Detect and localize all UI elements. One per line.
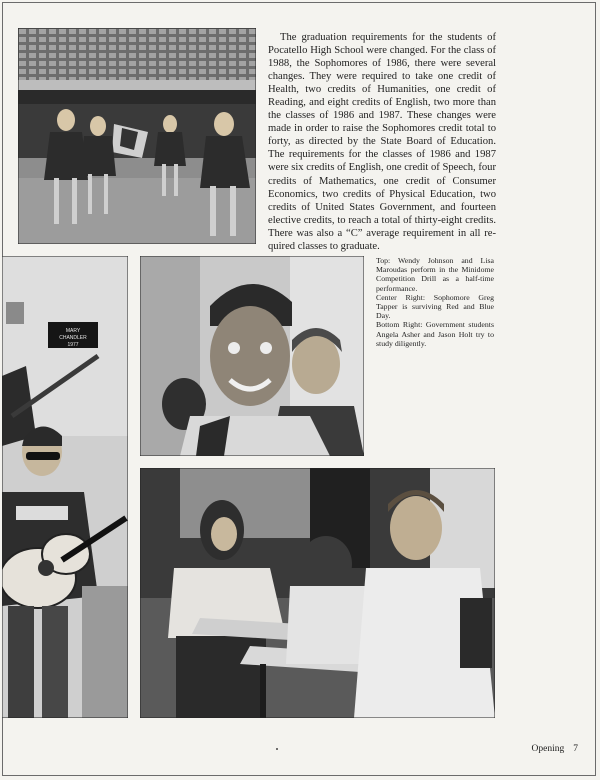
decorative-dot <box>276 748 278 750</box>
caption-top: Top: Wendy Johnson and Lisa Maroudas perform in the Minidome Competition Drill as a half-time performance. <box>376 256 494 293</box>
footer-page-number: 7 <box>573 744 578 754</box>
photo-guitar-players <box>2 256 128 718</box>
caption-bottom-right: Bottom Right: Government students Angela Asher and Jason Holt try to study diligently. <box>376 320 494 348</box>
photo-classroom <box>140 468 495 718</box>
article-body: The graduation requirements for the students of Pocatello High School were changed. For the class of 1988, the Sophomores of 1986, there were several changes. They were required to take one credit of Health, two credits of Humanities, one credit of Reading, and eight credits of English, two more than the classes of 1986 and 1987. These changes were made in order to raise the Sophomores credit total to forty, as directed by the State Board of Education. The requirements for the classes of 1986 and 1987 were six credits of English, one credit of Speech, four credits of Mathematics, one credit of Consumer Economics, two credits of Physical Education, two credits of United States Government, and fourteen elective credits, to reach a total of thirty-eight credits. There was also a “C” average requirement in all required classes to graduate. <box>268 32 496 252</box>
page-footer <box>532 744 578 754</box>
photo-painted-face <box>140 256 364 456</box>
photo-drill-team <box>18 28 256 244</box>
caption-center-right: Center Right: Sophomore Greg Tapper is surviving Red and Blue Day. <box>376 292 494 321</box>
svg-text:CHANDLER: CHANDLER <box>59 335 87 341</box>
footer-section: Opening <box>531 744 565 754</box>
photo-captions <box>376 256 494 348</box>
svg-text:MARY: MARY <box>65 328 81 334</box>
svg-text:1977: 1977 <box>67 342 79 348</box>
